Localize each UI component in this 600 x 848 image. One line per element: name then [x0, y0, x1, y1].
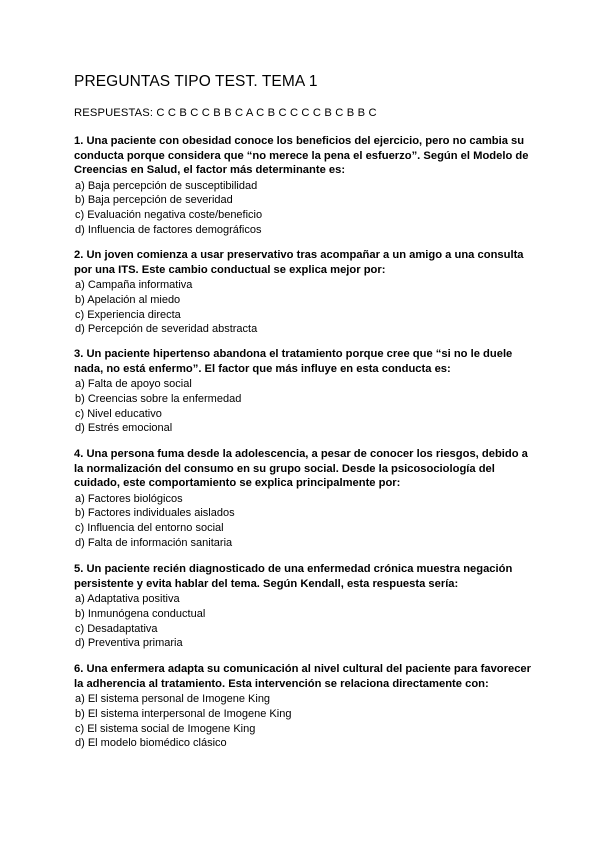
answer-key: RESPUESTAS: C C B C C B B C A C B C C C C B C B B C	[74, 107, 377, 119]
option-a: a) Factores biológicos	[75, 492, 183, 505]
option-b: b) Baja percepción de severidad	[75, 194, 233, 207]
option-b: b) Factores individuales aislados	[75, 507, 235, 520]
question-1	[74, 134, 534, 238]
option-b: b) El sistema interpersonal de Imogene King	[75, 707, 292, 720]
option-d: d) Percepción de severidad abstracta	[75, 323, 258, 336]
option-list	[74, 492, 534, 551]
option-d: d) Influencia de factores demográficos	[75, 223, 262, 236]
option-a: a) El sistema personal de Imogene King	[75, 693, 271, 705]
question-text: 2. Un joven comienza a usar preservativo tras acompañar a un amigo a una consulta por una ITS. Este cambio conductual se explica mejor por:	[74, 249, 524, 276]
option-a: a) Adaptativa positiva	[75, 593, 180, 605]
option-c: c) El sistema social de Imogene King	[75, 722, 256, 735]
option-c: c) Nivel educativo	[75, 407, 162, 420]
question-text: 3. Un paciente hipertenso abandona el tratamiento porque cree que “si no le duele nada, no está enfermo”. El factor que más influye en esta conducta es:	[74, 348, 513, 375]
option-list	[74, 179, 534, 238]
question-5	[74, 562, 534, 651]
option-list	[74, 692, 534, 751]
option-c: c) Influencia del entorno social	[75, 522, 224, 535]
question-4	[74, 447, 534, 551]
option-c: c) Desadaptativa	[75, 622, 158, 635]
option-a: a) Baja percepción de susceptibilidad	[75, 179, 258, 192]
question-2	[74, 248, 534, 337]
option-d: d) Falta de información sanitaria	[75, 536, 233, 549]
option-c: c) Experiencia directa	[75, 308, 181, 321]
question-text: 6. Una enfermera adapta su comunicación al nivel cultural del paciente para favorecer la adherencia al tratamiento. Esta intervención se relaciona directamente con:	[74, 663, 531, 690]
question-6	[74, 662, 534, 751]
option-b: b) Apelación al miedo	[75, 293, 181, 306]
option-d: d) El modelo biomédico clásico	[75, 737, 227, 750]
option-list	[74, 592, 534, 651]
option-d: d) Estrés emocional	[75, 422, 173, 435]
document-title: PREGUNTAS TIPO TEST. TEMA 1	[74, 73, 318, 90]
question-text: 5. Un paciente recién diagnosticado de una enfermedad crónica muestra negación persistente y evita hablar del tema. Según Kendall, esta respuesta sería:	[74, 563, 513, 590]
option-b: b) Inmunógena conductual	[75, 607, 206, 620]
question-text: 4. Una persona fuma desde la adolescencia, a pesar de conocer los riesgos, debido a la normalización del consumo en su grupo social. Desde la psicosociología del cuidado, este comportamiento se explica principalmente por:	[74, 448, 528, 489]
option-a: a) Falta de apoyo social	[75, 378, 192, 390]
question-text: 1. Una paciente con obesidad conoce los beneficios del ejercicio, pero no cambia su conducta porque considera que “no merece la pena el esfuerzo”. Según el Modelo de Creencias en Salud, el factor más determinante es:	[74, 135, 529, 176]
option-d: d) Preventiva primaria	[75, 637, 183, 650]
option-a: a) Campaña informativa	[75, 279, 193, 291]
option-list	[74, 278, 534, 337]
option-list	[74, 377, 534, 436]
option-b: b) Creencias sobre la enfermedad	[75, 392, 242, 405]
question-3	[74, 347, 534, 436]
option-c: c) Evaluación negativa coste/beneficio	[75, 209, 263, 222]
